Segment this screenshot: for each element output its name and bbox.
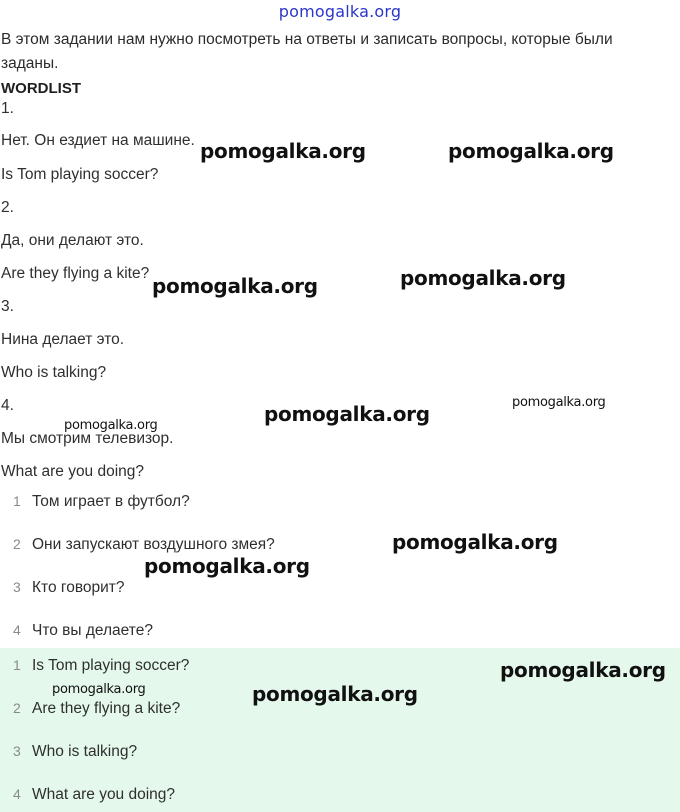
wordlist-number-3: 3. — [1, 298, 14, 315]
list-item — [0, 622, 680, 646]
answer-item — [0, 743, 680, 767]
list-item — [0, 579, 680, 603]
list-item-number: 4 — [13, 622, 21, 638]
wordlist-question-4: What are you doing? — [1, 463, 145, 480]
answer-item-text: Is Tom playing soccer? — [32, 657, 190, 674]
wordlist-answer-4: Мы смотрим телевизор. — [1, 430, 174, 447]
list-item-text: Том играет в футбол? — [32, 493, 190, 510]
answer-item-text: Who is talking? — [32, 743, 138, 760]
watermark: pomogalka.org — [252, 682, 418, 706]
answer-item — [0, 786, 680, 810]
wordlist-question-2: Are they flying a kite? — [1, 265, 150, 282]
wordlist-heading: WORDLIST — [1, 80, 81, 97]
wordlist-answer-3: Нина делает это. — [1, 331, 125, 348]
site-header-link[interactable]: pomogalka.org — [278, 2, 402, 21]
wordlist-question-3: Who is talking? — [1, 364, 107, 381]
watermark: pomogalka.org — [400, 266, 566, 290]
wordlist-number-2: 2. — [1, 199, 14, 216]
answer-item-number: 4 — [13, 786, 21, 802]
watermark: pomogalka.org — [392, 530, 558, 554]
answer-item-text: Are they flying a kite? — [32, 700, 181, 717]
watermark: pomogalka.org — [64, 418, 158, 433]
watermark: pomogalka.org — [512, 395, 606, 410]
answer-item-number: 1 — [13, 657, 21, 673]
wordlist-answer-2: Да, они делают это. — [1, 232, 144, 249]
watermark: pomogalka.org — [144, 554, 310, 578]
wordlist-question-1: Is Tom playing soccer? — [1, 166, 159, 183]
list-item — [0, 493, 680, 517]
list-item — [0, 536, 680, 560]
wordlist-number-1: 1. — [1, 100, 14, 117]
watermark: pomogalka.org — [500, 658, 666, 682]
wordlist-number-4: 4. — [1, 397, 14, 414]
answer-item-number: 2 — [13, 700, 21, 716]
watermark: pomogalka.org — [200, 139, 366, 163]
watermark: pomogalka.org — [152, 274, 318, 298]
watermark: pomogalka.org — [264, 402, 430, 426]
list-item-text: Они запускают воздушного змея? — [32, 536, 275, 553]
list-item-text: Кто говорит? — [32, 579, 125, 596]
list-item-number: 3 — [13, 579, 21, 595]
list-item-text: Что вы делаете? — [32, 622, 153, 639]
wordlist-answer-1: Нет. Он ездиет на машине. — [1, 132, 195, 149]
answer-item-number: 3 — [13, 743, 21, 759]
watermark: pomogalka.org — [52, 682, 146, 697]
list-item-number: 2 — [13, 536, 21, 552]
list-item-number: 1 — [13, 493, 21, 509]
answer-item-text: What are you doing? — [32, 786, 176, 803]
watermark: pomogalka.org — [448, 139, 614, 163]
intro-paragraph: В этом задании нам нужно посмотреть на ответы и записать вопросы, которые были заданы. — [1, 31, 613, 72]
